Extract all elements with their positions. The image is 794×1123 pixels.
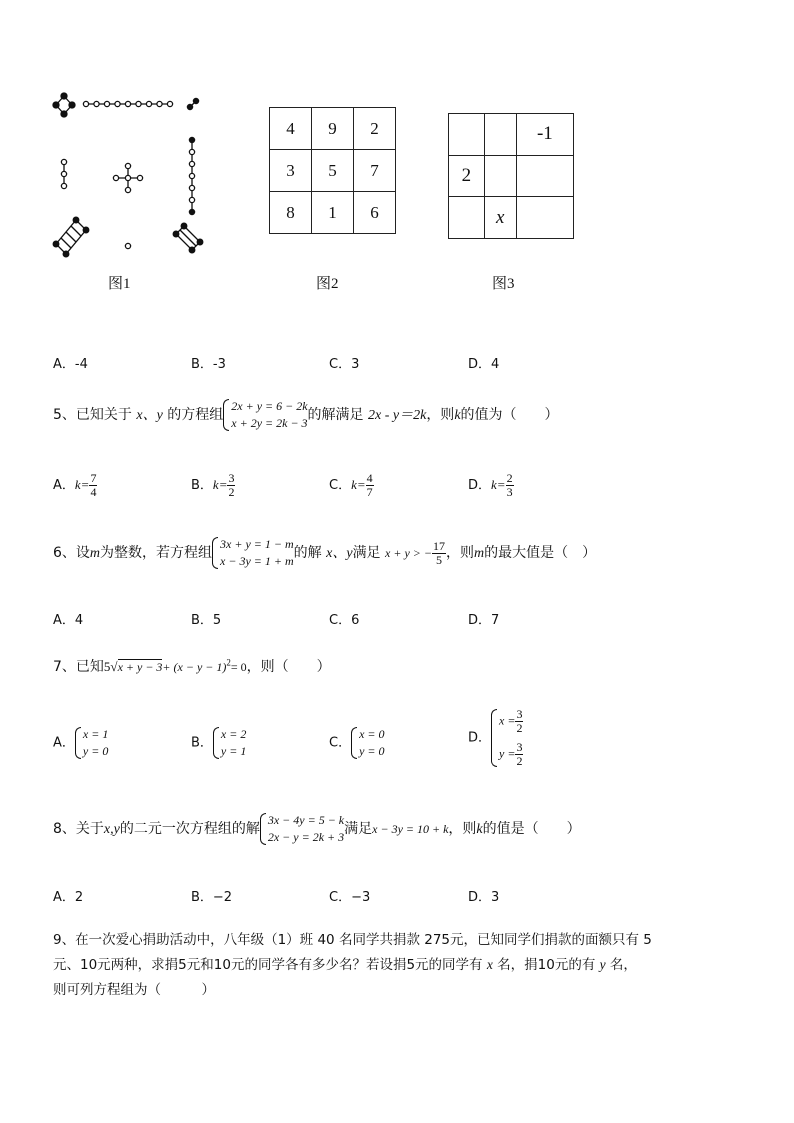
q5-condition: 2x - y＝2k <box>368 408 427 423</box>
var: y = <box>499 746 516 761</box>
option-label: A． <box>53 478 75 493</box>
denominator: 4 <box>90 485 97 499</box>
fig3-cell <box>484 114 516 156</box>
figure-3-square <box>448 113 574 239</box>
q8-option-b[interactable]: B．−2 <box>191 890 233 905</box>
fig3-cell: x <box>484 197 516 239</box>
fig3-cell <box>449 197 485 239</box>
fig3-cell <box>516 197 573 239</box>
q6-fraction <box>432 540 446 567</box>
q8-condition: x − 3y = 10 + k <box>372 822 449 836</box>
q7-option-b[interactable] <box>191 726 246 760</box>
system-line: x = 0 <box>359 727 385 741</box>
numerator: 7 <box>90 471 97 485</box>
q8-equation-system <box>260 812 344 846</box>
q6-mid4: ，则 <box>445 545 474 561</box>
q5-vars: x、y <box>136 408 163 423</box>
option-label: A． <box>53 735 75 751</box>
option-fraction <box>366 472 374 499</box>
q8-eq2: 2x − y = 2k + 3 <box>267 830 345 844</box>
q7-prefix: 7、已知 <box>53 659 104 675</box>
option-label: C． <box>329 735 352 751</box>
numerator: 17 <box>432 538 445 553</box>
sqrt-icon: √ <box>110 659 118 674</box>
q9-y: y <box>599 957 606 972</box>
q6-suffix: 的最大值是（ ） <box>484 545 597 561</box>
system-line <box>499 741 523 768</box>
q7-option-c[interactable] <box>329 726 385 760</box>
question-7 <box>53 656 331 676</box>
q9-x: x <box>486 957 493 972</box>
q6-mid3: 满足 <box>352 545 381 561</box>
q5-k: k <box>454 408 461 423</box>
q5-eq1: 2x + y = 6 − 2k <box>231 399 308 413</box>
q6-mid2: 的解 <box>293 545 322 561</box>
q6-mid1: 为整数，若方程组 <box>100 545 213 561</box>
fig2-cell: 8 <box>270 192 312 234</box>
q5-prefix: 5、已知关于 <box>53 407 132 423</box>
q4-option-b[interactable]: B．-3 <box>191 357 226 372</box>
q5-suffix2: ，则 <box>426 407 455 423</box>
q8-vars: x,y <box>103 822 120 837</box>
q9-line-2b: 名，捐10元的有 <box>497 957 596 973</box>
q5-option-b[interactable] <box>191 472 235 499</box>
option-fraction <box>227 472 235 499</box>
q6-inequality: x + y > − <box>385 546 432 560</box>
q9-line-1: 9、在一次爱心捐助活动中，八年级（1）班 40 名同学共捐款 275元，已知同学们捐款的面额只有 5 <box>53 932 652 948</box>
q5-equation-system <box>223 398 307 432</box>
denominator: 2 <box>516 754 523 768</box>
fig3-cell <box>449 114 485 156</box>
q5-suffix1: 的解满足 <box>307 407 364 423</box>
q7-radicand: x + y − 3 <box>117 660 163 674</box>
fig3-cell <box>516 155 573 197</box>
fig2-cell: 7 <box>354 150 396 192</box>
option-fraction <box>89 472 97 499</box>
option-fraction <box>506 472 514 499</box>
q9-line-2c: 名， <box>609 957 637 973</box>
q4-option-a[interactable]: A．-4 <box>53 357 88 372</box>
fraction <box>515 708 523 735</box>
numerator: 2 <box>506 471 513 485</box>
question-8 <box>53 812 581 846</box>
q8-mid2: 满足 <box>344 821 373 837</box>
numerator: 3 <box>516 707 523 721</box>
denominator: 7 <box>366 485 373 499</box>
q9-line-2a: 元、10元两种，求捐5元和10元的同学各有多少名？若设捐5元的同学有 <box>53 957 483 973</box>
q7-coefficient: 5 <box>103 659 111 674</box>
q8-option-c[interactable]: C．−3 <box>329 890 371 905</box>
numerator: 3 <box>228 471 235 485</box>
q6-option-a[interactable]: A．4 <box>53 613 84 628</box>
option-system <box>351 726 384 760</box>
numerator: 4 <box>366 471 373 485</box>
q7-expr2: + (x − y − 1) <box>162 660 227 674</box>
q4-option-d[interactable]: D．4 <box>468 357 500 372</box>
system-line <box>499 708 523 735</box>
option-system <box>75 726 108 760</box>
q7-exponent: 2 <box>226 657 231 668</box>
q6-option-b[interactable]: B．5 <box>191 613 222 628</box>
option-var: k= <box>351 477 366 492</box>
fig2-cell: 4 <box>270 108 312 150</box>
q6-eq2: x − 3y = 1 + m <box>220 554 294 568</box>
q5-eq2: x + 2y = 2k − 3 <box>231 416 308 430</box>
fig2-cell: 1 <box>312 192 354 234</box>
q6-vars: x、y <box>326 546 353 561</box>
q5-option-d[interactable] <box>468 472 514 499</box>
question-5 <box>53 398 559 432</box>
option-label: D． <box>468 478 492 493</box>
option-var: k= <box>491 477 506 492</box>
q6-option-d[interactable]: D．7 <box>468 613 500 628</box>
figure-1-caption: 图1 <box>108 276 131 292</box>
var: x = <box>499 713 516 728</box>
fig2-cell: 6 <box>354 192 396 234</box>
q6-eq1: 3x + y = 1 − m <box>220 537 294 551</box>
fig2-cell: 5 <box>312 150 354 192</box>
q5-suffix3: 的值为（ ） <box>460 407 559 423</box>
q8-suffix: 的值是（ ） <box>482 821 581 837</box>
fig3-cell: -1 <box>516 114 573 156</box>
q6-equation-system <box>212 536 294 570</box>
option-var: k= <box>74 477 90 492</box>
q8-prefix: 8、关于 <box>53 821 104 837</box>
figure-2-magic-square <box>269 107 396 234</box>
q9-line-2 <box>53 953 637 973</box>
q8-option-d[interactable]: D．3 <box>468 890 500 905</box>
q7-expr3: = 0 <box>230 660 247 674</box>
fig2-cell: 2 <box>354 108 396 150</box>
q4-option-c[interactable]: C．3 <box>329 357 360 372</box>
q6-option-c[interactable]: C．6 <box>329 613 360 628</box>
q8-eq1: 3x − 4y = 5 − k <box>267 813 345 827</box>
option-var: k= <box>212 477 228 492</box>
q7-option-d[interactable] <box>468 708 523 768</box>
q5-option-a[interactable] <box>53 472 97 499</box>
option-system <box>491 708 523 768</box>
figure-3-caption: 图3 <box>492 276 515 292</box>
q6-m: m <box>89 546 101 561</box>
figure-1-dot-pattern <box>50 92 210 262</box>
option-system <box>213 726 246 760</box>
question-6 <box>53 536 596 570</box>
q8-k: k <box>476 822 483 837</box>
system-line: y = 0 <box>359 744 385 758</box>
denominator: 3 <box>506 485 513 499</box>
fig2-cell: 3 <box>270 150 312 192</box>
q6-prefix: 6、设 <box>53 545 90 561</box>
denominator: 2 <box>516 721 523 735</box>
figure-2-caption: 图2 <box>316 276 339 292</box>
fraction <box>515 741 523 768</box>
fig3-cell <box>484 155 516 197</box>
q9-line-3: 则可列方程组为（ ） <box>53 982 215 998</box>
q8-option-a[interactable]: A．2 <box>53 890 84 905</box>
q5-option-c[interactable] <box>329 472 374 499</box>
system-line: y = 1 <box>220 744 247 758</box>
denominator: 5 <box>435 552 442 567</box>
system-line: x = 2 <box>220 727 247 741</box>
option-label: D． <box>468 730 492 746</box>
fig2-cell: 9 <box>312 108 354 150</box>
option-label: B． <box>191 735 213 751</box>
q6-m2: m <box>473 546 485 561</box>
q5-mid: 的方程组 <box>167 407 224 423</box>
q8-mid1: 的二元一次方程组的解 <box>119 821 260 837</box>
q8-mid3: ，则 <box>448 821 477 837</box>
system-line: x = 1 <box>82 727 109 741</box>
system-line: y = 0 <box>82 744 109 758</box>
option-label: B． <box>191 478 213 493</box>
fig3-cell: 2 <box>449 155 485 197</box>
denominator: 2 <box>228 485 235 499</box>
option-label: C． <box>329 478 352 493</box>
q7-suffix: ，则（ ） <box>246 659 331 675</box>
numerator: 3 <box>516 740 523 754</box>
q7-option-a[interactable] <box>53 726 108 760</box>
